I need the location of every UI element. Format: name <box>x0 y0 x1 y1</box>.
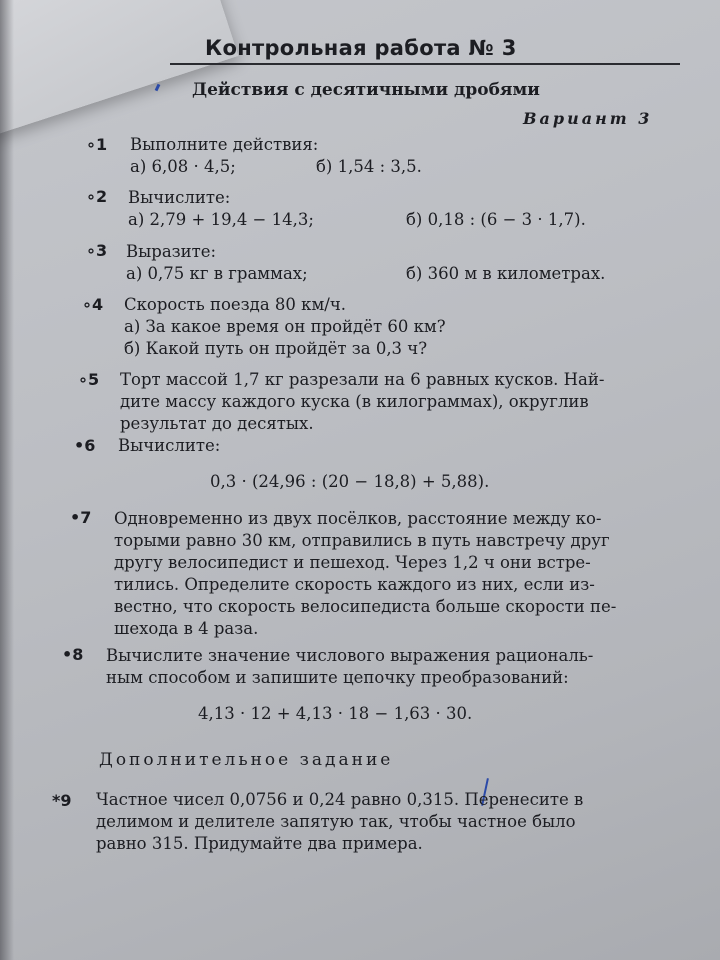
task-2-part-b: б) 0,18 : (6 − 3 · 1,7). <box>406 210 586 229</box>
task-5 <box>120 369 690 435</box>
task-7-line: другу велосипедист и пешеход. Через 1,2 ч они встре- <box>114 553 591 572</box>
task-8-line: Вычислите значение числового выражения рациональ- <box>106 646 594 665</box>
task-9 <box>96 789 706 855</box>
task-3-prompt: Выразите: <box>126 242 217 261</box>
task-5-line: дите массу каждого куска (в килограммах), округлив <box>120 392 589 411</box>
task-3 <box>126 241 666 285</box>
page-subtitle: Действия с десятичными дробями <box>192 80 540 100</box>
task-8 <box>106 645 696 689</box>
task-6-prompt-text: Вычислите: <box>118 436 221 455</box>
task-7-line: Одновременно из двух посёлков, расстояние между ко- <box>114 509 602 528</box>
task-3-part-b: б) 360 м в километрах. <box>406 264 606 283</box>
task-3-part-a: а) 0,75 кг в граммах; <box>126 264 308 283</box>
task-9-number: *9 <box>52 791 72 810</box>
task-1-number: ∘1 <box>86 135 108 154</box>
task-2-parts <box>128 209 668 231</box>
task-7-line: торыми равно 30 км, отправились в путь навстречу друг <box>114 531 610 550</box>
task-6-prompt <box>118 435 220 457</box>
task-4-prompt: Скорость поезда 80 км/ч. <box>124 295 347 314</box>
task-5-number: ∘5 <box>78 370 100 389</box>
task-3-parts <box>126 263 666 285</box>
pen-dot-mark <box>155 84 161 92</box>
task-4-number: ∘4 <box>82 295 104 314</box>
task-1-part-a: а) 6,08 · 4,5; <box>130 157 236 176</box>
task-9-line: Частное чисел 0,0756 и 0,24 равно 0,315. Перенесите в <box>96 790 584 809</box>
task-5-line: результат до десятых. <box>120 414 314 433</box>
task-7-line: шехода в 4 раза. <box>114 619 259 638</box>
task-5-line: Торт массой 1,7 кг разрезали на 6 равных кусков. Най- <box>120 370 605 389</box>
header-rule <box>170 63 680 65</box>
folded-page-corner <box>0 0 238 136</box>
task-8-line: ным способом и запишите цепочку преобразований: <box>106 668 569 687</box>
page-edge-shadow <box>0 0 14 960</box>
task-6-expression: 0,3 · (24,96 : (20 − 18,8) + 5,88). <box>210 472 490 491</box>
task-1-prompt: Выполните действия: <box>130 135 319 154</box>
task-6-number: •6 <box>74 436 96 455</box>
task-7-line: тились. Определите скорость каждого из них, если из- <box>114 575 595 594</box>
task-9-line: делимом и делителе запятую так, чтобы частное было <box>96 812 576 831</box>
task-7-number: •7 <box>70 508 92 527</box>
task-8-expression: 4,13 · 12 + 4,13 · 18 − 1,63 · 30. <box>198 704 473 723</box>
task-7 <box>114 508 694 640</box>
task-4 <box>124 294 664 360</box>
task-4-part-b: б) Какой путь он пройдёт за 0,3 ч? <box>124 339 428 358</box>
task-1 <box>130 134 650 178</box>
task-1-part-b: б) 1,54 : 3,5. <box>316 157 422 176</box>
task-4-part-a: а) За какое время он пройдёт 60 км? <box>124 317 446 336</box>
task-2-number: ∘2 <box>86 187 108 206</box>
task-2 <box>128 187 668 231</box>
task-2-prompt: Вычислите: <box>128 188 231 207</box>
page-title: Контрольная работа № 3 <box>205 36 517 60</box>
additional-task-title: Дополнительное задание <box>99 750 394 770</box>
task-7-line: вестно, что скорость велосипедиста больше скорости пе- <box>114 597 617 616</box>
task-1-parts <box>130 156 650 178</box>
variant-label: Вариант 3 <box>523 109 653 128</box>
task-8-number: •8 <box>62 645 84 664</box>
task-2-part-a: а) 2,79 + 19,4 − 14,3; <box>128 210 314 229</box>
task-3-number: ∘3 <box>86 241 108 260</box>
task-9-line: равно 315. Придумайте два примера. <box>96 834 423 853</box>
